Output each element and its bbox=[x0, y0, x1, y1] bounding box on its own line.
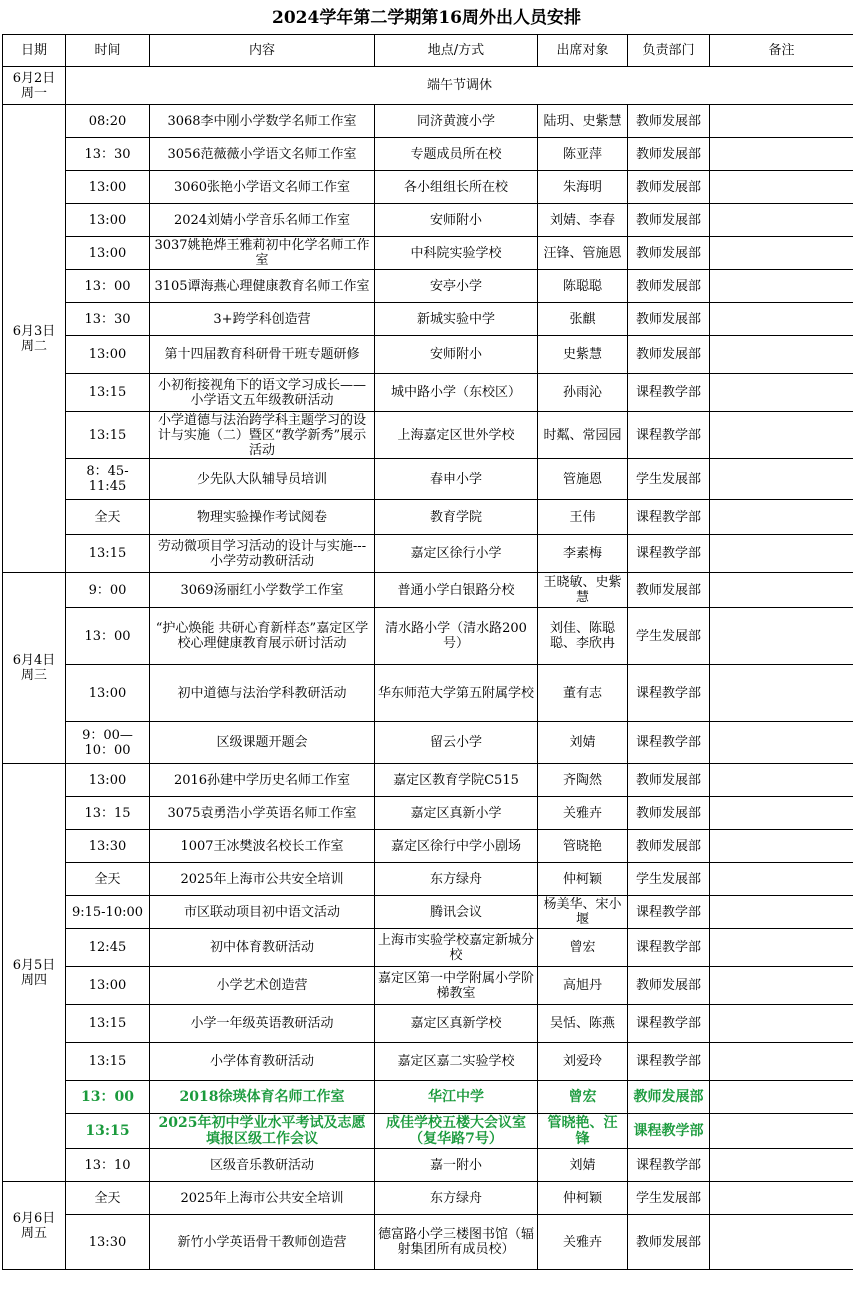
place-cell: 留云小学 bbox=[375, 722, 538, 764]
attendees-cell: 李素梅 bbox=[538, 535, 628, 573]
place-cell: 新城实验中学 bbox=[375, 303, 538, 336]
time-cell: 13:15 bbox=[66, 412, 150, 459]
dept-cell: 学生发展部 bbox=[628, 459, 710, 500]
time-cell: 全天 bbox=[66, 863, 150, 896]
place-cell: 中科院实验学校 bbox=[375, 237, 538, 270]
content-cell: 劳动微项目学习活动的设计与实施---小学劳动教研活动 bbox=[150, 535, 375, 573]
note-cell bbox=[710, 535, 853, 573]
schedule-row bbox=[3, 1081, 853, 1114]
place-cell: 各小组组长所在校 bbox=[375, 171, 538, 204]
dept-cell: 课程教学部 bbox=[628, 500, 710, 535]
place-cell: 嘉定区真新学校 bbox=[375, 1005, 538, 1043]
time-cell: 13:30 bbox=[66, 1215, 150, 1270]
schedule-row bbox=[3, 608, 853, 665]
time-cell: 12:45 bbox=[66, 929, 150, 967]
place-cell: 安亭小学 bbox=[375, 270, 538, 303]
content-cell: 2016孙建中学历史名师工作室 bbox=[150, 764, 375, 797]
dept-cell: 教师发展部 bbox=[628, 967, 710, 1005]
place-cell: 普通小学白银路分校 bbox=[375, 573, 538, 608]
attendees-cell: 董有志 bbox=[538, 665, 628, 722]
content-cell: “护心焕能 共研心育新样态”嘉定区学校心理健康教育展示研讨活动 bbox=[150, 608, 375, 665]
place-cell: 嘉定区嘉二实验学校 bbox=[375, 1043, 538, 1081]
attendees-cell: 刘婧 bbox=[538, 722, 628, 764]
note-cell bbox=[710, 665, 853, 722]
page-title: 2024学年第二学期第16周外出人员安排 bbox=[272, 8, 581, 28]
place-cell: 东方绿舟 bbox=[375, 863, 538, 896]
schedule-row bbox=[3, 204, 853, 237]
attendees-cell: 仲柯颖 bbox=[538, 863, 628, 896]
time-cell: 13:00 bbox=[66, 336, 150, 374]
time-cell: 13：30 bbox=[66, 138, 150, 171]
dept-cell: 学生发展部 bbox=[628, 1182, 710, 1215]
attendees-cell: 关雅卉 bbox=[538, 797, 628, 830]
time-cell: 13:00 bbox=[66, 237, 150, 270]
dept-cell: 学生发展部 bbox=[628, 863, 710, 896]
date-cell: 6月4日 周三 bbox=[3, 573, 66, 764]
content-cell: 小学道德与法治跨学科主题学习的设计与实施（二）暨区“教学新秀”展示活动 bbox=[150, 412, 375, 459]
header-content: 内容 bbox=[150, 35, 375, 67]
schedule-row bbox=[3, 303, 853, 336]
dept-cell: 学生发展部 bbox=[628, 608, 710, 665]
time-cell: 8：45-11:45 bbox=[66, 459, 150, 500]
schedule-row bbox=[3, 459, 853, 500]
note-cell bbox=[710, 830, 853, 863]
schedule-row bbox=[3, 336, 853, 374]
content-cell: 小学艺术创造营 bbox=[150, 967, 375, 1005]
schedule-row bbox=[3, 1043, 853, 1081]
dept-cell: 教师发展部 bbox=[628, 138, 710, 171]
place-cell: 嘉定区徐行中学小剧场 bbox=[375, 830, 538, 863]
place-cell: 上海市实验学校嘉定新城分校 bbox=[375, 929, 538, 967]
attendees-cell: 管晓艳、汪锋 bbox=[538, 1114, 628, 1149]
time-cell: 9：00—10：00 bbox=[66, 722, 150, 764]
dept-cell: 课程教学部 bbox=[628, 412, 710, 459]
note-cell bbox=[710, 459, 853, 500]
note-cell bbox=[710, 171, 853, 204]
content-cell: 少先队大队辅导员培训 bbox=[150, 459, 375, 500]
schedule-row bbox=[3, 535, 853, 573]
note-cell bbox=[710, 303, 853, 336]
header-place: 地点/方式 bbox=[375, 35, 538, 67]
time-cell: 13:15 bbox=[66, 1005, 150, 1043]
dept-cell: 课程教学部 bbox=[628, 722, 710, 764]
content-cell: 2025年初中学业水平考试及志愿填报区级工作会议 bbox=[150, 1114, 375, 1149]
schedule-row bbox=[3, 573, 853, 608]
holiday-row bbox=[3, 67, 853, 105]
dept-cell: 课程教学部 bbox=[628, 1149, 710, 1182]
note-cell bbox=[710, 1043, 853, 1081]
attendees-cell: 仲柯颖 bbox=[538, 1182, 628, 1215]
place-cell: 嘉定区第一中学附属小学阶梯教室 bbox=[375, 967, 538, 1005]
dept-cell: 课程教学部 bbox=[628, 1114, 710, 1149]
attendees-cell: 孙雨沁 bbox=[538, 374, 628, 412]
note-cell bbox=[710, 608, 853, 665]
schedule-row bbox=[3, 237, 853, 270]
place-cell: 嘉定区教育学院C515 bbox=[375, 764, 538, 797]
time-cell: 13:00 bbox=[66, 171, 150, 204]
schedule-row bbox=[3, 1114, 853, 1149]
attendees-cell: 杨美华、宋小堰 bbox=[538, 896, 628, 929]
dept-cell: 教师发展部 bbox=[628, 573, 710, 608]
attendees-cell: 陈聪聪 bbox=[538, 270, 628, 303]
place-cell: 同济黄渡小学 bbox=[375, 105, 538, 138]
dept-cell: 课程教学部 bbox=[628, 665, 710, 722]
time-cell: 13：00 bbox=[66, 270, 150, 303]
note-cell bbox=[710, 500, 853, 535]
time-cell: 13:00 bbox=[66, 764, 150, 797]
place-cell: 东方绿舟 bbox=[375, 1182, 538, 1215]
place-cell: 华江中学 bbox=[375, 1081, 538, 1114]
dept-cell: 教师发展部 bbox=[628, 797, 710, 830]
place-cell: 清水路小学（清水路200号） bbox=[375, 608, 538, 665]
schedule-row bbox=[3, 967, 853, 1005]
schedule-row bbox=[3, 830, 853, 863]
schedule-row bbox=[3, 722, 853, 764]
time-cell: 13：15 bbox=[66, 797, 150, 830]
attendees-cell: 王晓敏、史紫慧 bbox=[538, 573, 628, 608]
note-cell bbox=[710, 863, 853, 896]
schedule-row bbox=[3, 1149, 853, 1182]
attendees-cell: 汪锋、管施恩 bbox=[538, 237, 628, 270]
schedule-row bbox=[3, 500, 853, 535]
note-cell bbox=[710, 797, 853, 830]
schedule-row bbox=[3, 1005, 853, 1043]
content-cell: 第十四届教育科研骨干班专题研修 bbox=[150, 336, 375, 374]
dept-cell: 教师发展部 bbox=[628, 303, 710, 336]
content-cell: 2025年上海市公共安全培训 bbox=[150, 1182, 375, 1215]
attendees-cell: 管施恩 bbox=[538, 459, 628, 500]
schedule-row bbox=[3, 764, 853, 797]
content-cell: 3068李中刚小学数学名师工作室 bbox=[150, 105, 375, 138]
date-cell: 6月2日 周一 bbox=[3, 67, 66, 105]
place-cell: 嘉一附小 bbox=[375, 1149, 538, 1182]
time-cell: 13:30 bbox=[66, 830, 150, 863]
dept-cell: 课程教学部 bbox=[628, 374, 710, 412]
content-cell: 3075袁勇浩小学英语名师工作室 bbox=[150, 797, 375, 830]
attendees-cell: 朱海明 bbox=[538, 171, 628, 204]
place-cell: 春申小学 bbox=[375, 459, 538, 500]
header-time: 时间 bbox=[66, 35, 150, 67]
content-cell: 3105谭海燕心理健康教育名师工作室 bbox=[150, 270, 375, 303]
content-cell: 初中体育教研活动 bbox=[150, 929, 375, 967]
schedule-row bbox=[3, 1182, 853, 1215]
time-cell: 13:00 bbox=[66, 967, 150, 1005]
header-row bbox=[3, 35, 853, 67]
attendees-cell: 刘佳、陈聪聪、李欣冉 bbox=[538, 608, 628, 665]
schedule-row bbox=[3, 270, 853, 303]
dept-cell: 教师发展部 bbox=[628, 237, 710, 270]
time-cell: 13:15 bbox=[66, 1043, 150, 1081]
time-cell: 13:00 bbox=[66, 665, 150, 722]
attendees-cell: 史紫慧 bbox=[538, 336, 628, 374]
place-cell: 专题成员所在校 bbox=[375, 138, 538, 171]
note-cell bbox=[710, 374, 853, 412]
time-cell: 13：00 bbox=[66, 608, 150, 665]
content-cell: 3060张艳小学语文名师工作室 bbox=[150, 171, 375, 204]
schedule-row bbox=[3, 929, 853, 967]
time-cell: 13:00 bbox=[66, 204, 150, 237]
note-cell bbox=[710, 1149, 853, 1182]
place-cell: 嘉定区徐行小学 bbox=[375, 535, 538, 573]
content-cell: 市区联动项目初中语文活动 bbox=[150, 896, 375, 929]
content-cell: 小学体育教研活动 bbox=[150, 1043, 375, 1081]
content-cell: 1007王冰樊波名校长工作室 bbox=[150, 830, 375, 863]
note-cell bbox=[710, 929, 853, 967]
date-cell: 6月3日 周二 bbox=[3, 105, 66, 573]
attendees-cell: 关雅卉 bbox=[538, 1215, 628, 1270]
content-cell: 3056范薇薇小学语文名师工作室 bbox=[150, 138, 375, 171]
holiday-note: 端午节调休 bbox=[66, 67, 853, 105]
dept-cell: 教师发展部 bbox=[628, 270, 710, 303]
content-cell: 区级音乐教研活动 bbox=[150, 1149, 375, 1182]
header-attendees: 出席对象 bbox=[538, 35, 628, 67]
header-date: 日期 bbox=[3, 35, 66, 67]
note-cell bbox=[710, 237, 853, 270]
note-cell bbox=[710, 1182, 853, 1215]
time-cell: 全天 bbox=[66, 1182, 150, 1215]
schedule-table bbox=[2, 34, 853, 1270]
schedule-row bbox=[3, 105, 853, 138]
content-cell: 小初衔接视角下的语文学习成长——小学语文五年级教研活动 bbox=[150, 374, 375, 412]
content-cell: 区级课题开题会 bbox=[150, 722, 375, 764]
attendees-cell: 张麒 bbox=[538, 303, 628, 336]
dept-cell: 课程教学部 bbox=[628, 535, 710, 573]
schedule-row bbox=[3, 1215, 853, 1270]
dept-cell: 教师发展部 bbox=[628, 336, 710, 374]
attendees-cell: 陈亚萍 bbox=[538, 138, 628, 171]
content-cell: 3037姚艳烨王雅莉初中化学名师工作室 bbox=[150, 237, 375, 270]
schedule-row bbox=[3, 138, 853, 171]
time-cell: 13:15 bbox=[66, 1114, 150, 1149]
place-cell: 腾讯会议 bbox=[375, 896, 538, 929]
place-cell: 华东师范大学第五附属学校 bbox=[375, 665, 538, 722]
time-cell: 08:20 bbox=[66, 105, 150, 138]
place-cell: 上海嘉定区世外学校 bbox=[375, 412, 538, 459]
schedule-row bbox=[3, 665, 853, 722]
attendees-cell: 吴恬、陈燕 bbox=[538, 1005, 628, 1043]
place-cell: 城中路小学（东校区） bbox=[375, 374, 538, 412]
content-cell: 2024刘婧小学音乐名师工作室 bbox=[150, 204, 375, 237]
note-cell bbox=[710, 270, 853, 303]
note-cell bbox=[710, 1081, 853, 1114]
dept-cell: 教师发展部 bbox=[628, 1081, 710, 1114]
note-cell bbox=[710, 1005, 853, 1043]
place-cell: 安师附小 bbox=[375, 204, 538, 237]
dept-cell: 教师发展部 bbox=[628, 764, 710, 797]
dept-cell: 课程教学部 bbox=[628, 1043, 710, 1081]
schedule-row bbox=[3, 412, 853, 459]
note-cell bbox=[710, 573, 853, 608]
content-cell: 2025年上海市公共安全培训 bbox=[150, 863, 375, 896]
note-cell bbox=[710, 1215, 853, 1270]
note-cell bbox=[710, 1114, 853, 1149]
dept-cell: 教师发展部 bbox=[628, 204, 710, 237]
place-cell: 德富路小学三楼图书馆（辐射集团所有成员校） bbox=[375, 1215, 538, 1270]
header-note: 备注 bbox=[710, 35, 853, 67]
dept-cell: 教师发展部 bbox=[628, 105, 710, 138]
attendees-cell: 管晓艳 bbox=[538, 830, 628, 863]
date-cell: 6月5日 周四 bbox=[3, 764, 66, 1182]
content-cell: 新竹小学英语骨干教师创造营 bbox=[150, 1215, 375, 1270]
schedule-row bbox=[3, 171, 853, 204]
dept-cell: 课程教学部 bbox=[628, 929, 710, 967]
schedule-row bbox=[3, 797, 853, 830]
header-dept: 负责部门 bbox=[628, 35, 710, 67]
note-cell bbox=[710, 336, 853, 374]
dept-cell: 课程教学部 bbox=[628, 1005, 710, 1043]
attendees-cell: 齐陶然 bbox=[538, 764, 628, 797]
schedule-row bbox=[3, 896, 853, 929]
place-cell: 安师附小 bbox=[375, 336, 538, 374]
note-cell bbox=[710, 722, 853, 764]
attendees-cell: 刘婧、李春 bbox=[538, 204, 628, 237]
place-cell: 成佳学校五楼大会议室（复华路7号） bbox=[375, 1114, 538, 1149]
schedule-row bbox=[3, 863, 853, 896]
note-cell bbox=[710, 105, 853, 138]
dept-cell: 教师发展部 bbox=[628, 1215, 710, 1270]
dept-cell: 课程教学部 bbox=[628, 896, 710, 929]
content-cell: 小学一年级英语教研活动 bbox=[150, 1005, 375, 1043]
time-cell: 13：10 bbox=[66, 1149, 150, 1182]
dept-cell: 教师发展部 bbox=[628, 830, 710, 863]
time-cell: 9:15-10:00 bbox=[66, 896, 150, 929]
attendees-cell: 刘婧 bbox=[538, 1149, 628, 1182]
attendees-cell: 高旭丹 bbox=[538, 967, 628, 1005]
time-cell: 13:15 bbox=[66, 374, 150, 412]
place-cell: 嘉定区真新小学 bbox=[375, 797, 538, 830]
note-cell bbox=[710, 204, 853, 237]
attendees-cell: 王伟 bbox=[538, 500, 628, 535]
attendees-cell: 时粼、常园园 bbox=[538, 412, 628, 459]
content-cell: 物理实验操作考试阅卷 bbox=[150, 500, 375, 535]
content-cell: 初中道德与法治学科教研活动 bbox=[150, 665, 375, 722]
attendees-cell: 曾宏 bbox=[538, 929, 628, 967]
time-cell: 13：30 bbox=[66, 303, 150, 336]
date-cell: 6月6日 周五 bbox=[3, 1182, 66, 1270]
content-cell: 3069汤丽红小学数学工作室 bbox=[150, 573, 375, 608]
note-cell bbox=[710, 138, 853, 171]
time-cell: 13：00 bbox=[66, 1081, 150, 1114]
time-cell: 全天 bbox=[66, 500, 150, 535]
content-cell: 2018徐瑛体育名师工作室 bbox=[150, 1081, 375, 1114]
attendees-cell: 曾宏 bbox=[538, 1081, 628, 1114]
place-cell: 教育学院 bbox=[375, 500, 538, 535]
note-cell bbox=[710, 412, 853, 459]
time-cell: 9：00 bbox=[66, 573, 150, 608]
schedule-row bbox=[3, 374, 853, 412]
dept-cell: 教师发展部 bbox=[628, 171, 710, 204]
attendees-cell: 陆玥、史紫慧 bbox=[538, 105, 628, 138]
note-cell bbox=[710, 896, 853, 929]
attendees-cell: 刘爱玲 bbox=[538, 1043, 628, 1081]
content-cell: 3+跨学科创造营 bbox=[150, 303, 375, 336]
note-cell bbox=[710, 764, 853, 797]
time-cell: 13:15 bbox=[66, 535, 150, 573]
note-cell bbox=[710, 967, 853, 1005]
